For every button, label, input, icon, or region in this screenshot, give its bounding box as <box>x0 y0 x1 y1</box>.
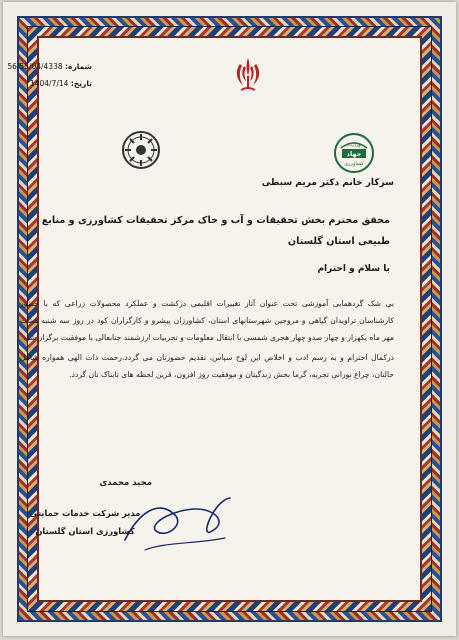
body-paragraph-1: بی شک گردهمایی آموزشی تحت عنوان آثار تغییرات اقلیمی درکشت و عملکرد محصولات زراعی که با حضور کارشناسان تراویدان گیاهی و مروجین شهرستانهای استان، کشاورزان پیشرو و کارگزاران کود در روز سه شنبه هشت مهر ماه یکهزار و چهار صدو چهار هجری شمسی با انتقال معلومات و تجربیات ارزشمند جنابعالی با موفقیت برگزار شد، <box>20 299 394 342</box>
letter-date-label: تاریخ: <box>70 79 92 88</box>
iran-emblem-icon <box>227 54 269 96</box>
decorative-border-outer <box>7 16 442 622</box>
letter-number-value: 56/55/04/4338 <box>7 62 63 71</box>
jahad-logo-subtitle-text: کشاورزی <box>344 161 364 167</box>
addressee: محقق محترم بخش تحقیقات و آب و خاک مرکز تحقیقات کشاورزی و منابع طبیعی استان گلستان <box>41 215 390 247</box>
agricultural-services-logo <box>121 130 161 170</box>
greeting: با سلام و احترام <box>317 264 390 274</box>
decorative-border-pattern <box>7 26 432 612</box>
certificate-panel <box>7 36 422 602</box>
letter-date-value: 1404/7/14 <box>29 79 69 88</box>
letter-meta <box>7 58 92 92</box>
signer-name: مجید محمدی <box>99 478 152 488</box>
jahad-logo-header-text: وزارت <box>347 142 361 148</box>
salutation: سرکار خانم دکتر مریم سبطی <box>261 178 394 188</box>
letter-content <box>7 38 420 600</box>
jahad-keshavarzi-logo <box>333 132 375 174</box>
letter-number-label: شماره: <box>65 62 92 71</box>
signer-title: مدیر شرکت خدمات حمایتی کشاورزی استان گلستان <box>29 508 141 536</box>
body-paragraph-2: درکمال احترام و به رسم ادب و اخلاص این لوح سپاس، تقدیم حضورتان می گردد.رحمت ذات الهی همواره شامل حالتان، چراغ نورانی تجربه، گرما بخش زندگیتان و موفقیت روز افزون، قرین لحظه های تابناک تان گردد. <box>20 353 394 380</box>
letter-date-row <box>7 75 92 92</box>
certificate-sheet <box>3 2 456 636</box>
letter-number-row <box>7 58 92 75</box>
letter-body <box>20 296 394 388</box>
jahad-logo-title-text: جهاد <box>346 150 362 158</box>
